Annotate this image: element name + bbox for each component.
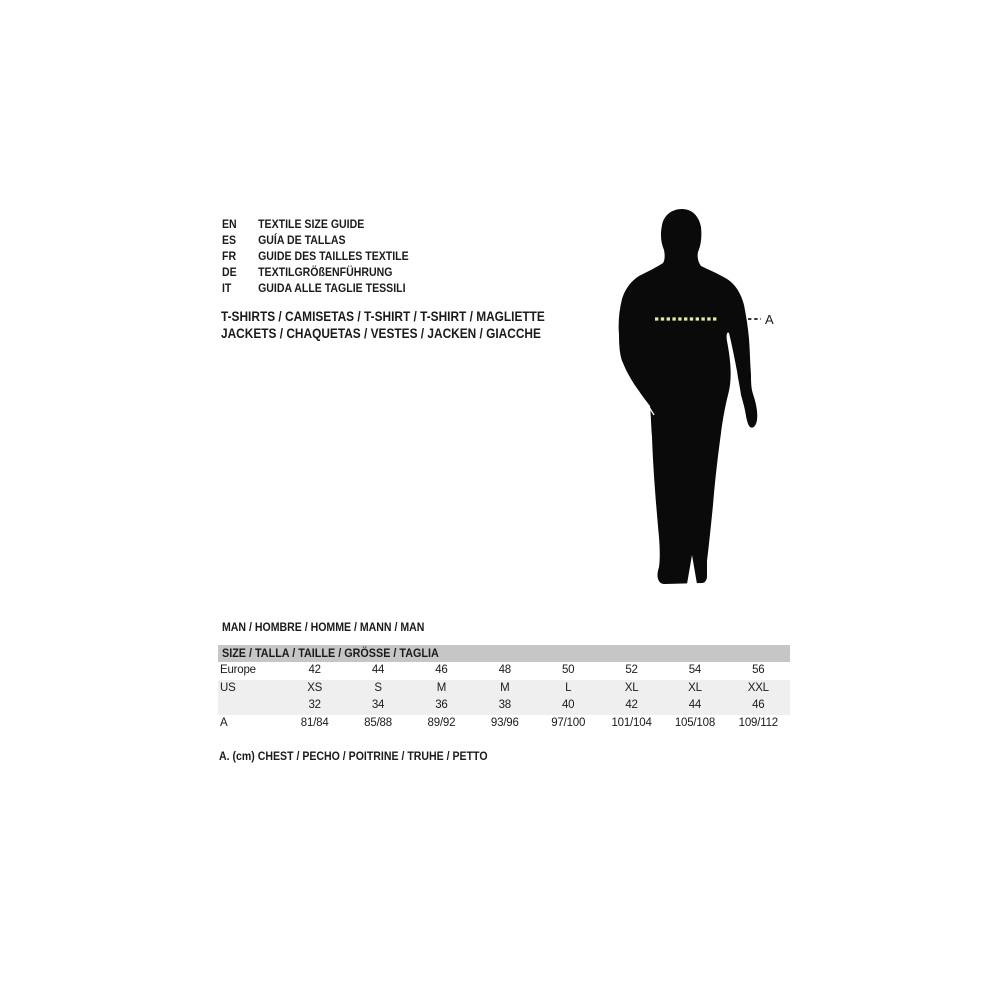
table-cell: 42	[625, 699, 638, 711]
table-cell: 109/112	[738, 716, 778, 729]
table-cell: 40	[561, 699, 575, 711]
language-list	[222, 216, 409, 296]
measure-footnote: A. (cm) CHEST / PECHO / POITRINE / TRUHE / PETTO	[219, 749, 488, 763]
table-cell: 97/100	[551, 716, 586, 729]
table-cell: 42	[308, 664, 321, 676]
row-label	[218, 697, 283, 715]
table-cell: 48	[498, 664, 512, 676]
table-cell: XXL	[747, 681, 769, 694]
category-line-tshirts: T-SHIRTS / CAMISETAS / T-SHIRT / T-SHIRT / MAGLIETTE	[221, 309, 545, 324]
list-item	[222, 216, 409, 232]
table-cell: 85/88	[364, 716, 392, 729]
table-row-chest-cm	[218, 715, 790, 733]
man-silhouette-figure	[605, 205, 780, 605]
man-silhouette-svg	[605, 205, 780, 605]
table-cell: XS	[307, 681, 323, 694]
list-item	[222, 264, 409, 280]
language-code: EN	[222, 217, 237, 231]
table-cell: 89/92	[427, 716, 456, 729]
category-titles	[221, 308, 545, 342]
table-row-us	[218, 680, 790, 698]
table-cell: 101/104	[611, 716, 652, 729]
language-label: GUÍA DE TALLAS	[258, 233, 346, 247]
section-title-man: MAN / HOMBRE / HOMME / MANN / MAN	[222, 620, 425, 634]
table-cell: 93/96	[490, 716, 519, 729]
row-label: US	[220, 681, 236, 694]
list-item	[222, 280, 409, 296]
table-cell: 56	[752, 664, 765, 676]
language-label: TEXTILE SIZE GUIDE	[258, 217, 365, 231]
table-row-numeric	[218, 697, 790, 715]
language-code: IT	[222, 281, 232, 295]
table-cell: 81/84	[300, 716, 329, 729]
row-label: Europe	[220, 664, 256, 676]
table-row-europe	[218, 662, 790, 680]
table-cell: 50	[561, 664, 575, 676]
table-cell: 38	[498, 699, 512, 711]
table-cell: XL	[688, 681, 702, 694]
table-cell: 32	[308, 699, 321, 711]
measure-label-a: A	[765, 312, 774, 327]
table-header	[218, 645, 790, 662]
table-cell: 105/108	[674, 716, 716, 729]
table-header-label: SIZE / TALLA / TAILLE / GRÖSSE / TAGLIA	[222, 646, 439, 660]
table-cell: 36	[435, 699, 448, 711]
table-cell: 46	[752, 699, 765, 711]
table-cell: 52	[625, 664, 638, 676]
size-table	[218, 645, 790, 732]
list-item	[222, 248, 409, 264]
language-label: GUIDE DES TAILLES TEXTILE	[258, 249, 409, 263]
table-cell: 46	[435, 664, 448, 676]
list-item	[222, 232, 409, 248]
table-cell: 54	[688, 664, 702, 676]
category-line-jackets: JACKETS / CHAQUETAS / VESTES / JACKEN / GIACCHE	[221, 326, 541, 341]
language-code: ES	[222, 233, 237, 247]
table-cell: 44	[371, 664, 385, 676]
table-cell: L	[565, 681, 572, 694]
table-cell: M	[436, 681, 447, 694]
language-label: GUIDA ALLE TAGLIE TESSILI	[258, 281, 406, 295]
language-label: TEXTILGRÖßENFÜHRUNG	[258, 265, 393, 279]
language-code: DE	[222, 265, 237, 279]
man-silhouette-shape	[619, 209, 758, 584]
language-code: FR	[222, 249, 237, 263]
table-cell: 44	[688, 699, 702, 711]
table-cell: M	[500, 681, 510, 694]
table-cell: 34	[371, 699, 385, 711]
row-label: A	[220, 716, 228, 729]
table-cell: XL	[624, 681, 639, 694]
table-cell: S	[374, 681, 382, 694]
